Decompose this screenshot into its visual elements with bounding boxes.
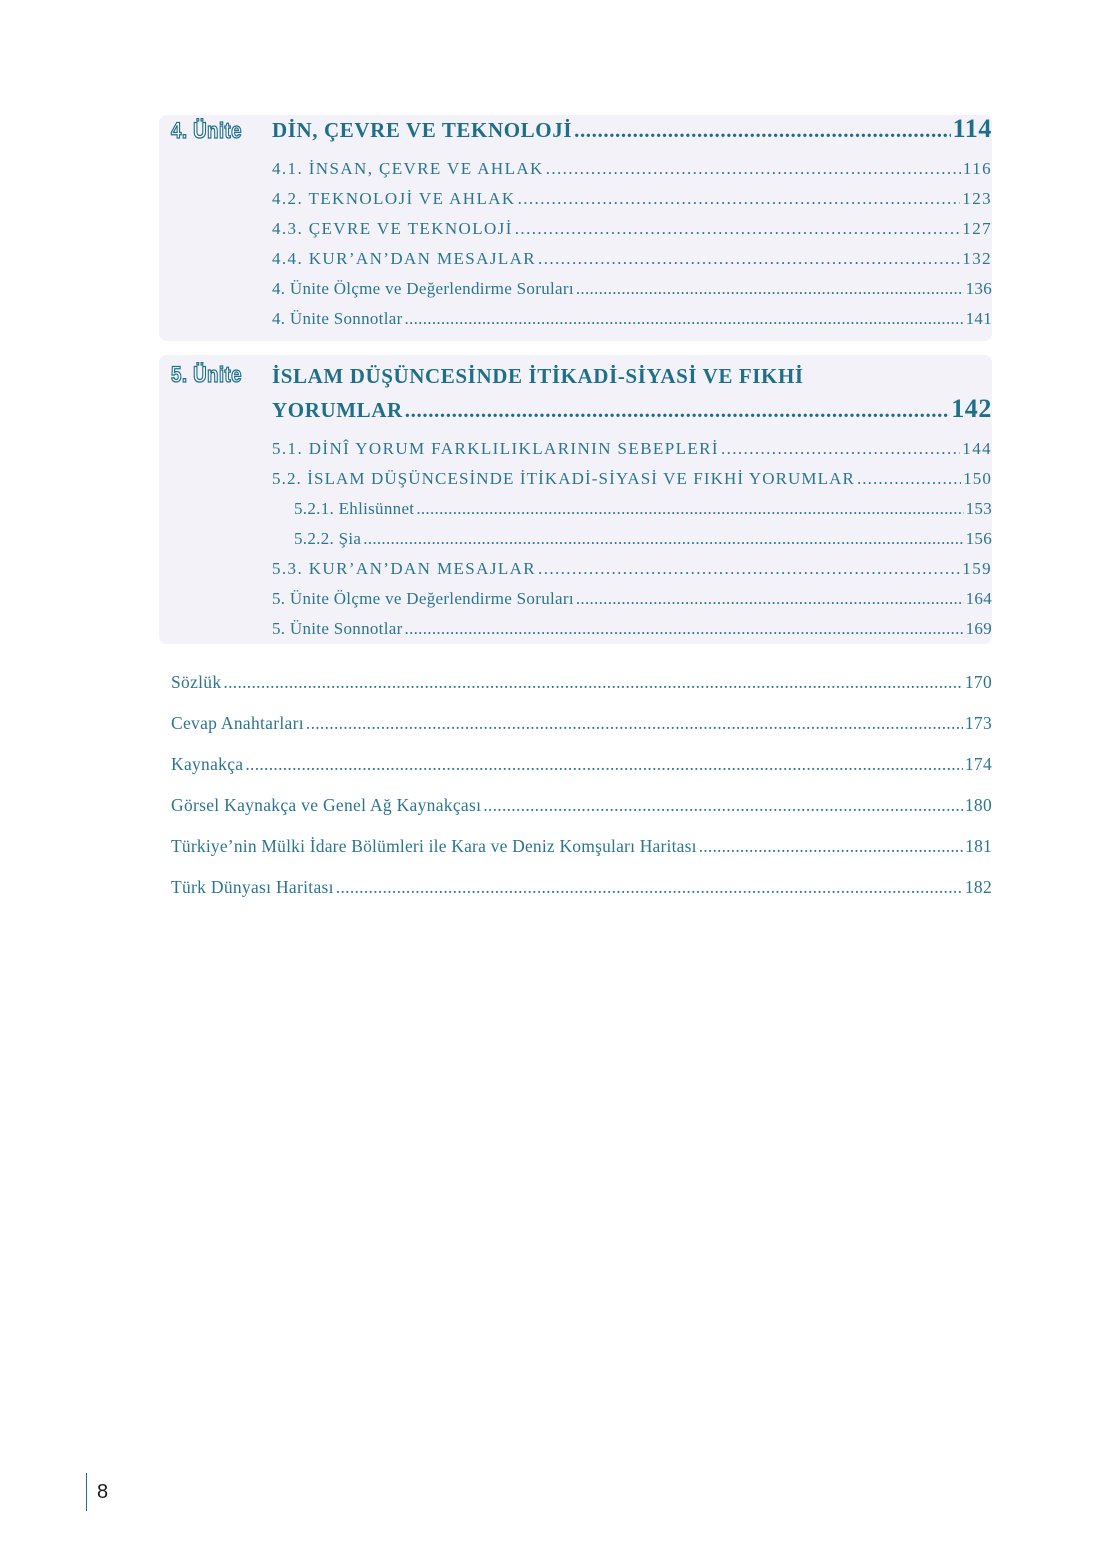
leader-dots [721, 439, 960, 459]
toc-entry[interactable] [272, 619, 992, 639]
toc-entry-turk-dunyasi-haritasi[interactable] [171, 877, 992, 898]
toc-entry-gorsel-kaynakca[interactable] [171, 795, 992, 816]
leader-dots [405, 398, 949, 423]
toc-entry-page: 144 [962, 439, 992, 458]
toc-entry[interactable] [294, 499, 992, 519]
leader-dots [405, 619, 964, 639]
unit-5-title-line-1[interactable]: İSLAM DÜŞÜNCESİNDE İTİKADİ-SİYASİ VE FIKHİ [272, 364, 804, 388]
toc-entry-page: 136 [965, 279, 992, 298]
toc-entry-label: 5.1. DİNÎ YORUM FARKLILIKLARININ SEBEPLERİ [272, 439, 719, 458]
leader-dots [546, 159, 961, 179]
leader-dots [223, 672, 962, 693]
leader-dots [483, 795, 963, 816]
leader-dots [857, 469, 961, 489]
toc-entry-page: 127 [962, 219, 992, 238]
toc-entry-page: 181 [965, 836, 992, 856]
toc-entry[interactable] [272, 159, 992, 179]
toc-entry-page: 170 [964, 672, 992, 692]
unit-4-title: DİN, ÇEVRE VE TEKNOLOJİ [272, 118, 573, 142]
leader-dots [416, 499, 963, 519]
unit-4-page: 114 [952, 114, 992, 143]
leader-dots [336, 877, 963, 898]
toc-entry-label: 4. Ünite Ölçme ve Değerlendirme Soruları [272, 279, 574, 298]
toc-entry[interactable] [272, 219, 992, 239]
toc-entry-sozluk[interactable] [171, 672, 992, 693]
toc-entry-label: Kaynakça [171, 754, 244, 774]
toc-entry-page: 150 [963, 469, 992, 488]
page-number: 8 [86, 1473, 108, 1511]
toc-entry[interactable] [294, 529, 992, 549]
toc-entry-page: 116 [962, 159, 992, 178]
toc-entry-page: 123 [962, 189, 992, 208]
toc-entry[interactable] [272, 189, 992, 209]
toc-entry-label: 5. Ünite Sonnotlar [272, 619, 403, 638]
toc-entry-page: 156 [965, 529, 992, 548]
toc-entry-page: 164 [965, 589, 992, 608]
toc-entry-unit-5[interactable] [272, 394, 992, 428]
leader-dots [245, 754, 962, 775]
leader-dots [405, 309, 964, 329]
toc-entry[interactable] [272, 559, 992, 579]
unit-5-page: 142 [951, 394, 992, 423]
toc-entry-cevap-anahtarlari[interactable] [171, 713, 992, 734]
toc-entry-label: 5. Ünite Ölçme ve Değerlendirme Soruları [272, 589, 574, 608]
toc-entry-page: 174 [964, 754, 992, 774]
toc-entry-label: Görsel Kaynakça ve Genel Ağ Kaynakçası [171, 795, 482, 815]
toc-entry-label: 5.3. KUR’AN’DAN MESAJLAR [272, 559, 537, 578]
toc-entry-kaynakca[interactable] [171, 754, 992, 775]
toc-entry-label: 4.3. ÇEVRE VE TEKNOLOJİ [272, 219, 513, 238]
toc-entry[interactable] [272, 249, 992, 269]
toc-entry-page: 159 [962, 559, 992, 578]
toc-entry-unit-4[interactable] [272, 114, 992, 148]
leader-dots [538, 559, 960, 579]
toc-entry-label: 4.1. İNSAN, ÇEVRE VE AHLAK [272, 159, 544, 178]
toc-entry-page: 132 [962, 249, 992, 268]
leader-dots [518, 189, 961, 209]
unit-5-badge: 5. Ünite [171, 362, 242, 387]
toc-entry-label: 5.2.2. Şia [294, 529, 362, 548]
toc-entry-page: 180 [964, 795, 992, 815]
leader-dots [306, 713, 963, 734]
toc-entry[interactable] [272, 589, 992, 609]
toc-entry-page: 153 [965, 499, 992, 518]
leader-dots [363, 529, 963, 549]
toc-entry-label: Türkiye’nin Mülki İdare Bölümleri ile Kara ve Deniz Komşuları Haritası [171, 836, 697, 856]
leader-dots [576, 279, 964, 299]
unit-4-badge: 4. Ünite [171, 118, 242, 143]
toc-entry[interactable] [272, 469, 992, 489]
toc-entry[interactable] [272, 439, 992, 459]
toc-entry-label: 5.2.1. Ehlisünnet [294, 499, 415, 518]
toc-entry-turkiye-haritasi[interactable] [171, 836, 992, 857]
toc-entry-label: 4.4. KUR’AN’DAN MESAJLAR [272, 249, 537, 268]
unit-5-title-line-2: YORUMLAR [272, 398, 403, 422]
toc-entry-label: 4. Ünite Sonnotlar [272, 309, 403, 328]
toc-entry-page: 173 [964, 713, 992, 733]
toc-entry[interactable] [272, 279, 992, 299]
toc-entry-page: 169 [965, 619, 992, 638]
leader-dots [538, 249, 960, 269]
toc-entry-page: 141 [965, 309, 992, 328]
leader-dots [515, 219, 961, 239]
toc-entry-label: 4.2. TEKNOLOJİ VE AHLAK [272, 189, 516, 208]
toc-entry-page: 182 [964, 877, 992, 897]
leader-dots [699, 836, 963, 857]
toc-entry-label: Sözlük [171, 672, 222, 692]
toc-entry-label: Türk Dünyası Haritası [171, 877, 334, 897]
toc-entry-label: 5.2. İSLAM DÜŞÜNCESİNDE İTİKADİ-SİYASİ VE FIKHİ YORUMLAR [272, 469, 855, 488]
leader-dots [576, 589, 964, 609]
leader-dots [574, 118, 951, 143]
toc-entry[interactable] [272, 309, 992, 329]
toc-entry-label: Cevap Anahtarları [171, 713, 304, 733]
